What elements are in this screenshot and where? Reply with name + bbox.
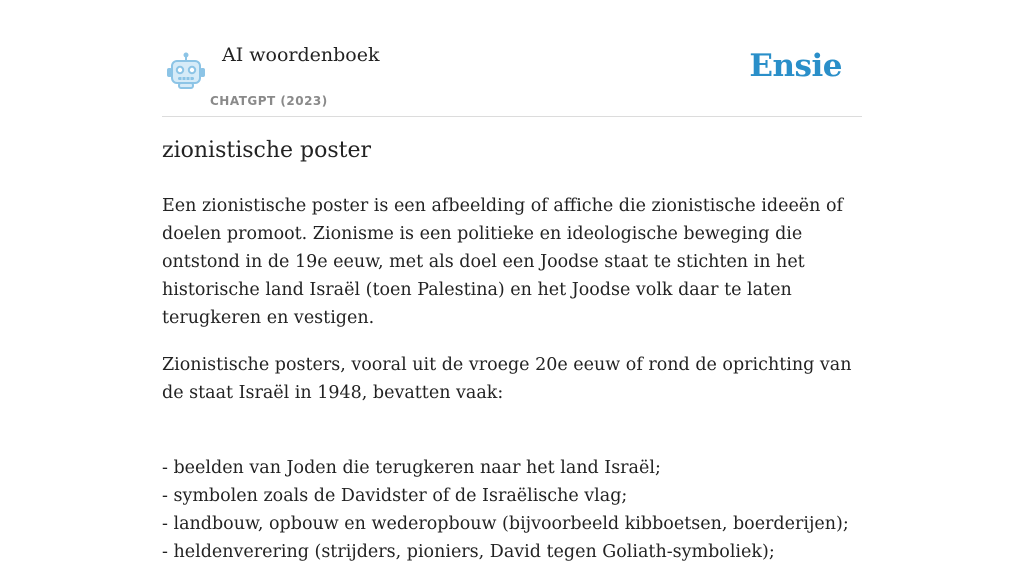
entry-title: zionistische poster <box>162 138 372 163</box>
ensie-logo[interactable]: Ensie <box>749 48 842 84</box>
paragraph: Een zionistische poster is een afbeelding of affiche die zionistische ideeën of doelen promoot. Zionisme is een politieke en ideologische beweging die ontstond in de 19e eeuw, met als doel een Joodse staat te stichten in het historische land Israël (toen Palestina) en het Joodse volk daar te laten terugkeren en vestigen. <box>162 196 844 328</box>
spacer <box>162 426 862 454</box>
dictionary-header <box>162 0 862 117</box>
dictionary-source: CHATGPT (2023) <box>210 94 328 108</box>
list-item: - symbolen zoals de Davidster of de Israëlische vlag; <box>162 486 628 506</box>
list-item: - landbouw, opbouw en wederopbouw (bijvoorbeeld kibboetsen, boerderijen); <box>162 514 849 534</box>
robot-icon <box>166 52 206 90</box>
dictionary-name[interactable]: AI woordenboek <box>222 44 380 66</box>
paragraph: Zionistische posters, vooral uit de vroege 20e eeuw of rond de oprichting van de staat Israël in 1948, bevatten vaak: <box>162 355 852 403</box>
entry-content <box>162 192 862 566</box>
list-item: - heldenverering (strijders, pioniers, David tegen Goliath-symboliek); <box>162 542 775 562</box>
list-item: - beelden van Joden die terugkeren naar het land Israël; <box>162 458 661 478</box>
